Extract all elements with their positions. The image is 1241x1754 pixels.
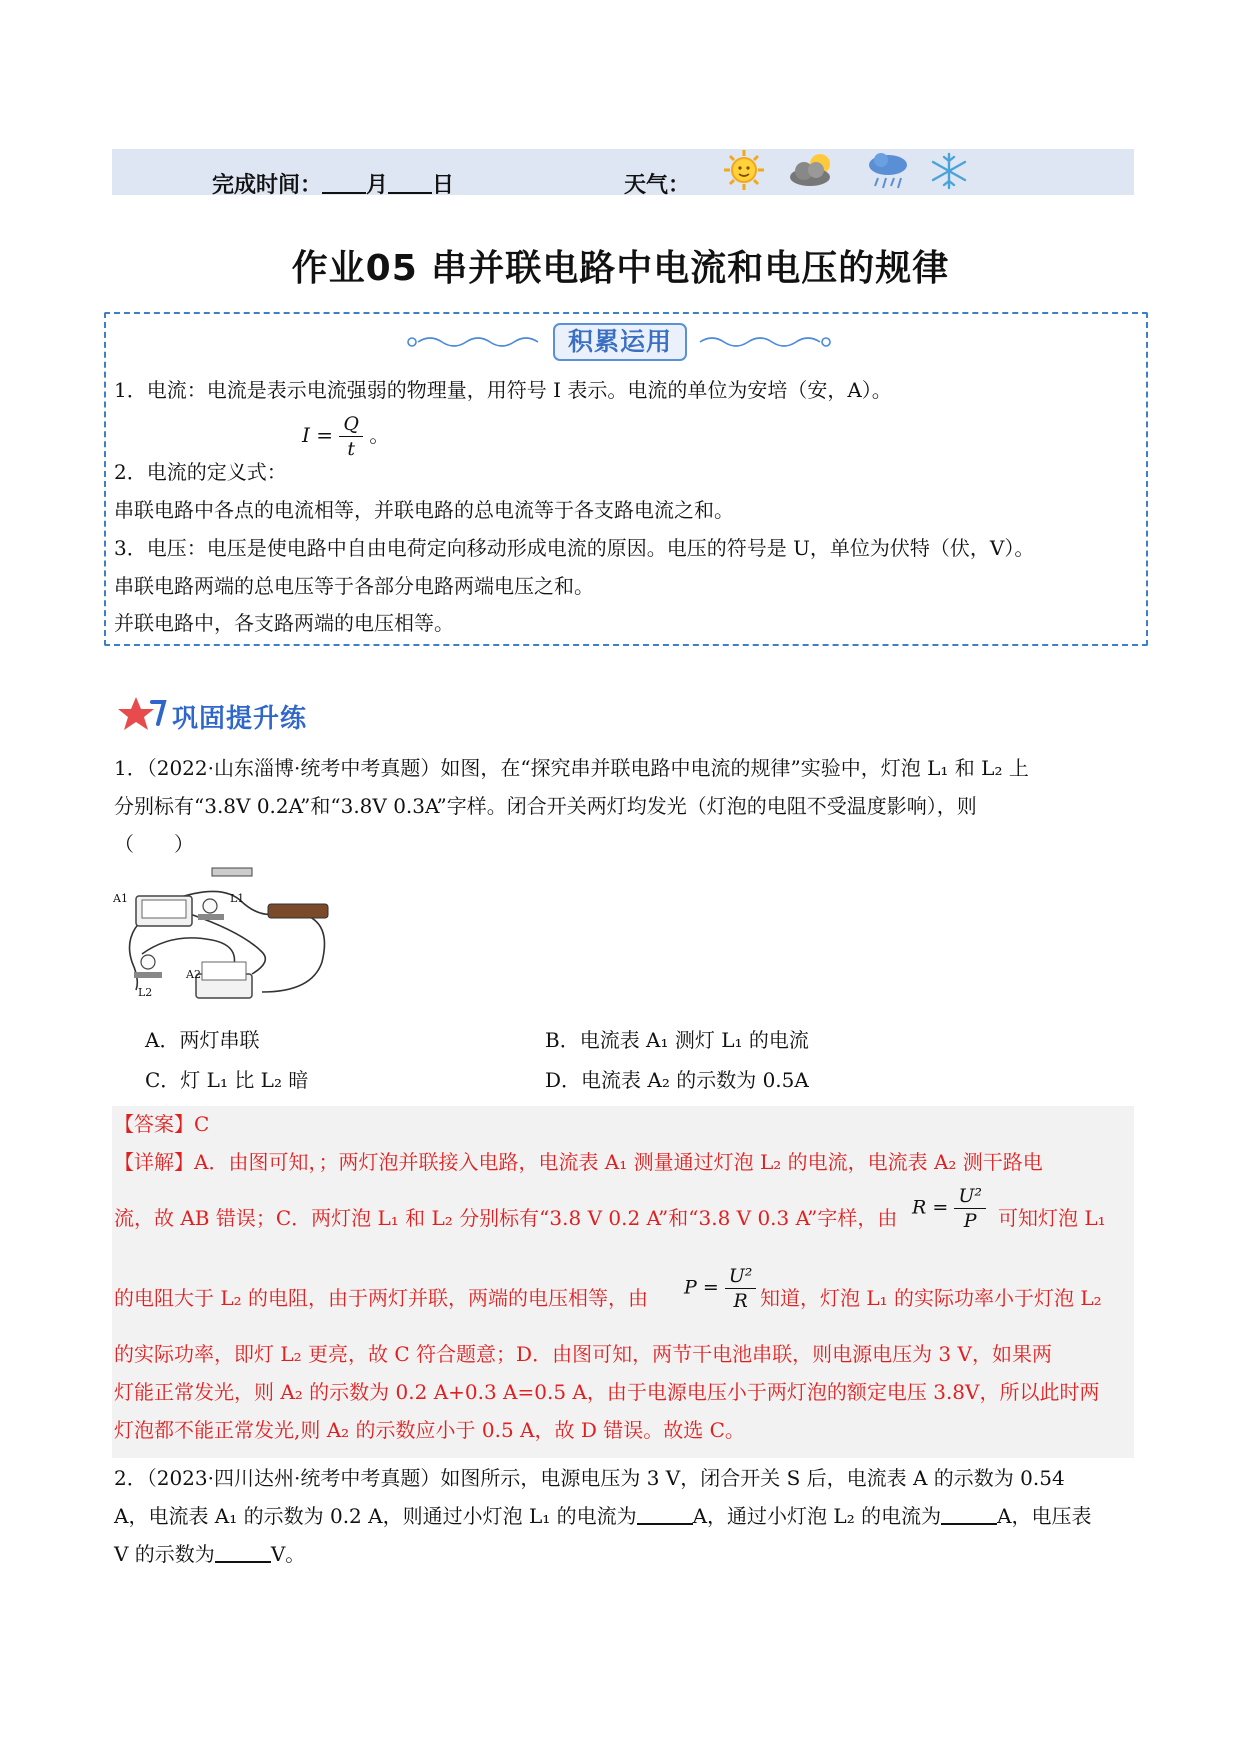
- month-blank[interactable]: [322, 172, 366, 194]
- option-a[interactable]: A．两灯串联: [145, 1028, 260, 1052]
- detail-line-2b: 可知灯泡 L₁: [998, 1206, 1106, 1230]
- formula-r-numerator: U²: [954, 1184, 986, 1209]
- current-formula: [302, 412, 389, 461]
- formula-p-lhs: P =: [684, 1276, 719, 1299]
- q1-line-3: （ ）: [114, 832, 194, 856]
- knowledge-line-5: 串联电路两端的总电压等于各部分电路两端电压之和。: [114, 574, 594, 598]
- snowflake-icon[interactable]: [930, 152, 968, 190]
- q1-line-1: 1．（2022·山东淄博·统考中考真题）如图，在“探究串并联电路中电流的规律”实验中，灯泡 L₁ 和 L₂ 上: [114, 756, 1029, 780]
- formula-p: [684, 1264, 756, 1313]
- partly-cloudy-icon[interactable]: [786, 150, 840, 190]
- star-icon: [118, 694, 168, 734]
- q2-line-2b: A，通过小灯泡 L₂ 的电流为: [692, 1504, 942, 1528]
- figure-label-l1: L1: [230, 892, 245, 905]
- formula-r-lhs: R =: [912, 1196, 949, 1219]
- q2-line-2c: A，电压表: [997, 1504, 1092, 1528]
- knowledge-line-3: 串联电路中各点的电流相等，并联电路的总电流等于各支路电流之和。: [114, 498, 734, 522]
- section-title: 巩固提升练: [172, 704, 308, 734]
- completion-time-label: 完成时间：: [212, 173, 323, 198]
- detail-line-4: 的实际功率，即灯 L₂ 更亮，故 C 符合题意；D．由图可知，两节干电池串联，则电源电压为 3 V，如果两: [114, 1342, 1052, 1366]
- formula-p-numerator: U²: [725, 1264, 757, 1289]
- formula-lhs: I =: [302, 423, 334, 447]
- q2-line-3: [114, 1538, 305, 1567]
- answer-line: 【答案】C: [114, 1112, 210, 1136]
- option-c[interactable]: C．灯 L₁ 比 L₂ 暗: [145, 1068, 309, 1092]
- banner-title: 积累运用: [567, 327, 672, 356]
- knowledge-line-4: 3．电压：电压是使电路中自由电荷定向移动形成电流的原因。电压的符号是 U，单位为伏特（伏，V）。: [114, 536, 1035, 560]
- blank-voltage[interactable]: [215, 1543, 271, 1563]
- blank-l1-current[interactable]: [637, 1505, 693, 1525]
- q2-line-2: [114, 1500, 1092, 1529]
- q2-line-2a: A，电流表 A₁ 的示数为 0.2 A，则通过小灯泡 L₁ 的电流为: [114, 1504, 637, 1528]
- detail-line-6: 灯泡都不能正常发光,则 A₂ 的示数应小于 0.5 A，故 D 错误。故选 C。: [114, 1418, 745, 1442]
- formula-tail: 。: [369, 423, 390, 447]
- formula-r-denominator: P: [963, 1210, 977, 1232]
- formula-p-denominator: R: [733, 1290, 748, 1312]
- figure-label-a1: A1: [113, 892, 128, 905]
- detail-line-3: 的电阻大于 L₂ 的电阻，由于两灯并联，两端的电压相等，由: [114, 1286, 649, 1310]
- knowledge-line-2: 2．电流的定义式：: [114, 460, 287, 484]
- month-label: 月: [366, 173, 389, 198]
- option-b[interactable]: B．电流表 A₁ 测灯 L₁ 的电流: [545, 1028, 809, 1052]
- q2-line-3b: V。: [270, 1542, 306, 1566]
- detail-line-1: 【详解】A．由图可知，；两灯泡并联接入电路，电流表 A₁ 测量通过灯泡 L₂ 的电流，电流表 A₂ 测干路电: [114, 1150, 1043, 1174]
- blank-l2-current[interactable]: [941, 1505, 997, 1525]
- figure-label-a2: A2: [186, 968, 201, 981]
- page-title: 作业05 串并联电路中电流和电压的规律: [291, 248, 950, 289]
- option-d[interactable]: D．电流表 A₂ 的示数为 0.5A: [545, 1068, 809, 1092]
- figure-label-l2: L2: [138, 986, 153, 999]
- formula-numerator: Q: [339, 412, 363, 437]
- sun-icon[interactable]: [720, 148, 768, 192]
- weather-label: 天气：: [624, 173, 691, 198]
- q2-line-1: 2．（2023·四川达州·统考中考真题）如图所示，电源电压为 3 V，闭合开关 S 后，电流表 A 的示数为 0.54: [114, 1466, 1065, 1490]
- detail-line-2: 流，故 AB 错误；C．两灯泡 L₁ 和 L₂ 分别标有“3.8 V 0.2 A”和“3.8 V 0.3 A”字样，由: [114, 1206, 898, 1230]
- q1-line-2: 分别标有“3.8V 0.2A”和“3.8V 0.3A”字样。闭合开关两灯均发光（灯泡的电阻不受温度影响），则: [114, 794, 977, 818]
- knowledge-line-6: 并联电路中，各支路两端的电压相等。: [114, 611, 454, 635]
- circuit-figure: [112, 862, 344, 1002]
- formula-r: [912, 1184, 986, 1233]
- detail-line-3b: 知道，灯泡 L₁ 的实际功率小于灯泡 L₂: [760, 1286, 1102, 1310]
- day-blank[interactable]: [388, 172, 432, 194]
- formula-denominator: t: [347, 438, 355, 460]
- detail-line-5: 灯能正常发光，则 A₂ 的示数为 0.2 A+0.3 A=0.5 A，由于电源电压小于两灯泡的额定电压 3.8V，所以此时两: [114, 1380, 1100, 1404]
- day-label: 日: [432, 173, 455, 198]
- knowledge-line-1: 1．电流：电流是表示电流强弱的物理量，用符号 I 表示。电流的单位为安培（安，A）。: [114, 378, 892, 402]
- completion-time-field: [212, 168, 454, 199]
- rain-icon[interactable]: [866, 150, 910, 192]
- q2-line-3a: V 的示数为: [114, 1542, 215, 1566]
